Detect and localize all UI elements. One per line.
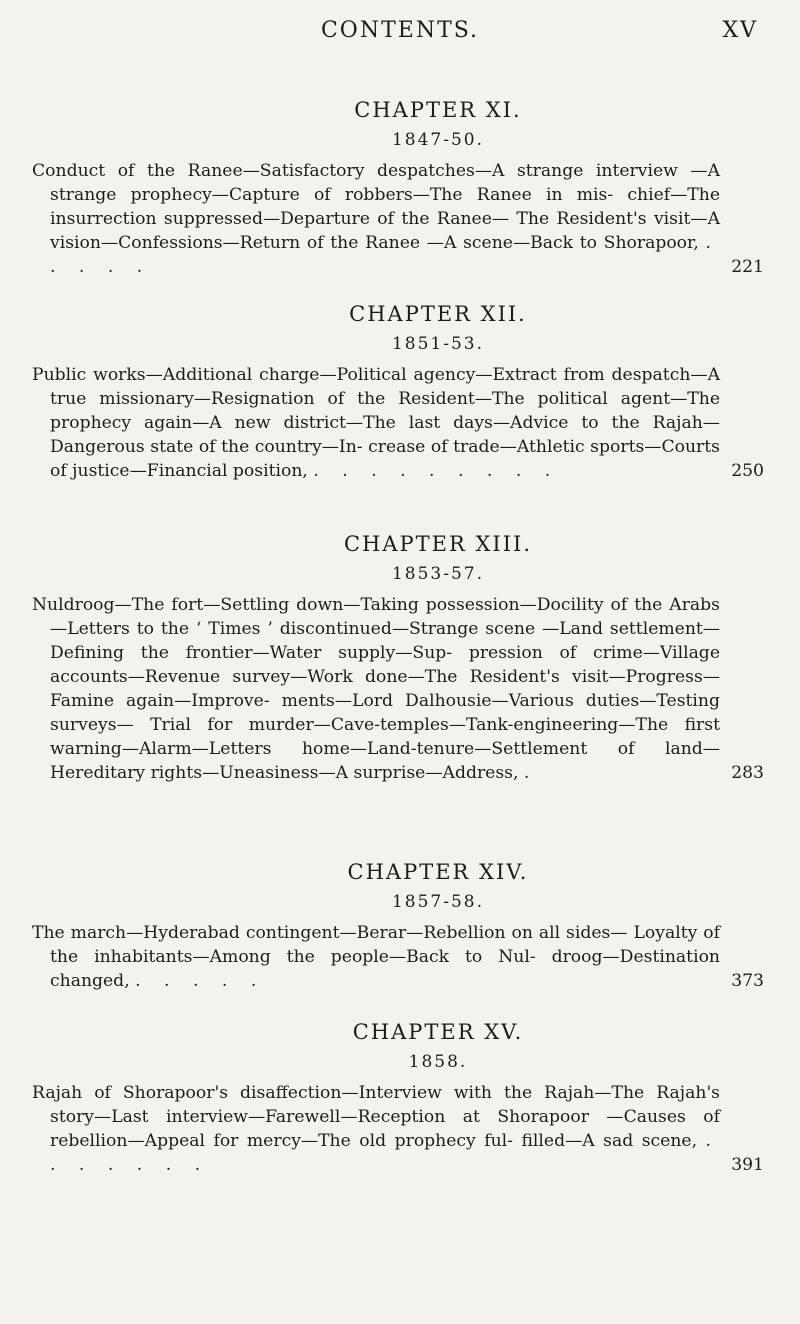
summary-text: Nuldroog—The fort—Settling down—Taking possession—Docility of the Arabs—Letters to the ‘ Times ’ discontinued—Strange scene —Land settlement—Defining the frontier—Water supply—Sup- pression of crime—Village accounts—Revenue survey—Work done—The Resident's visit—Progress—Famine again—Improve- ments—Lord Dalhousie—Various duties—Testing surveys— Trial for murder—Cave-temples—Tank-engineering—The first warning—Alarm—Letters home—Land-tenure—Settlement of land—Hereditary rights—Uneasiness—A surprise—Address, [32,595,720,783]
page-reference: 283 [731,763,764,783]
chapter-summary [32,1081,764,1177]
chapter-years: 1847-50. [391,130,485,150]
page-reference: 250 [731,461,764,481]
chapter-entry [32,98,764,279]
chapter-heading: CHAPTER XII. [349,302,527,326]
running-title: CONTENTS. [320,18,480,43]
chapter-years: 1857-58. [391,892,485,912]
chapter-summary [32,921,764,993]
chapter-entry [32,302,764,483]
page-reference: 391 [731,1155,764,1175]
page-reference: 221 [731,257,764,277]
dot-leader: . . . . . [135,971,266,991]
chapter-years: 1853-57. [391,564,485,584]
chapter-years: 1858. [408,1052,468,1072]
dot-leader: . . . . . . . . . [313,461,560,481]
summary-text: Rajah of Shorapoor's disaffection—Interview with the Rajah—The Rajah's story—Last interview—Farewell—Reception at Shorapoor —Causes of rebellion—Appeal for mercy—The old prophecy ful- filled—A sad scene, [32,1083,720,1151]
running-head [0,12,800,52]
chapter-summary [32,593,764,785]
chapter-entry [32,860,764,993]
chapter-entry [32,1020,764,1177]
summary-text: The march—Hyderabad contingent—Berar—Rebellion on all sides— Loyalty of the inhabitants—Among the people—Back to Nul- droog—Destination changed, [32,923,720,991]
chapter-heading: CHAPTER XV. [352,1020,524,1044]
dot-leader: . . . . . . . [50,1131,720,1175]
dot-leader: . . . . . [50,233,720,277]
summary-text: Public works—Additional charge—Political agency—Extract from despatch—A true missionary—Resignation of the Resident—The political agent—The prophecy again—A new district—The last days—Advice to the Rajah—Dangerous state of the country—In- crease of trade—Athletic sports—Courts of justice—Financial position, [32,365,720,481]
page-reference: 373 [731,971,764,991]
dot-leader: . [523,763,539,783]
chapter-heading: CHAPTER XI. [354,98,522,122]
chapter-summary [32,363,764,483]
chapter-entry [32,532,764,785]
page-numeral: XV [722,18,758,43]
chapter-summary [32,159,764,279]
chapter-heading: CHAPTER XIII. [343,532,532,556]
chapter-years: 1851-53. [391,334,485,354]
summary-text: Conduct of the Ranee—Satisfactory despatches—A strange interview —A strange prophecy—Capture of robbers—The Ranee in mis- chief—The insurrection suppressed—Departure of the Ranee— The Resident's visit—A vision—Confessions—Return of the Ranee —A scene—Back to Shorapoor, [32,161,720,253]
chapter-heading: CHAPTER XIV. [347,860,529,884]
